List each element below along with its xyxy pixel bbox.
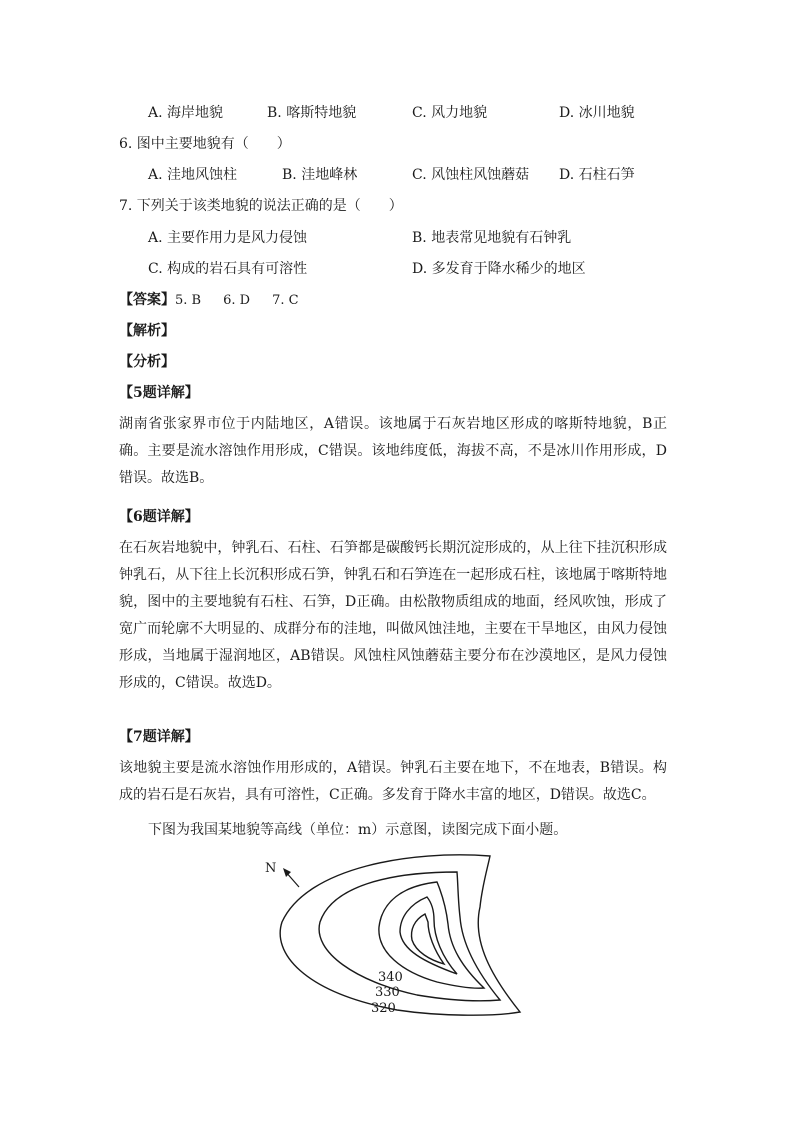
contour-lines xyxy=(280,855,520,1015)
detail5-text: 湖南省张家界市位于内陆地区，A错误。该地属于石灰岩地区形成的喀斯特地貌，B正确。主要是流水溶蚀作用形成，C错误。该地纬度低，海拔不高，不是冰川作用形成，D错误。故选B。 xyxy=(119,416,667,486)
detail5-heading: 【5题详解】 xyxy=(119,385,199,401)
q5-option-c: C. 风力地貌 xyxy=(412,105,488,121)
q6-option-c: C. 风蚀柱风蚀蘑菇 xyxy=(412,167,530,183)
contour-line-330 xyxy=(319,872,500,1001)
answer-5: 5. B xyxy=(175,293,202,308)
detail7-heading: 【7题详解】 xyxy=(119,729,199,745)
detail6-heading: 【6题详解】 xyxy=(119,509,199,525)
q7-stem: 7. 下列关于该类地貌的说法正确的是（ ） xyxy=(119,198,403,214)
q5-option-b: B. 喀斯特地貌 xyxy=(267,105,357,121)
fenxi-heading: 【分析】 xyxy=(119,354,175,370)
q5-option-a: A. 海岸地貌 xyxy=(148,105,224,121)
analysis-heading: 【解析】 xyxy=(119,323,175,339)
contour-line-inner-2 xyxy=(412,914,444,964)
north-arrow xyxy=(265,861,299,887)
answer-6: 6. D xyxy=(223,293,251,308)
answer-7: 7. C xyxy=(272,293,299,308)
q7-option-c: C. 构成的岩石具有可溶性 xyxy=(148,261,308,277)
q7-option-d: D. 多发育于降水稀少的地区 xyxy=(412,261,586,277)
q6-option-a: A. 洼地风蚀柱 xyxy=(148,167,238,183)
detail7-text: 该地貌主要是流水溶蚀作用形成的，A错误。钟乳石主要在地下，不在地表，B错误。构成的岩石是石灰岩，具有可溶性，C正确。多发育于降水丰富的地区，D错误。故选C。 xyxy=(119,760,667,803)
q6-option-b: B. 洼地峰林 xyxy=(282,167,358,183)
q5-option-d: D. 冰川地貌 xyxy=(559,105,635,121)
contour-label-330: 330 xyxy=(375,985,400,1000)
answer-line xyxy=(119,290,299,311)
north-label: N xyxy=(265,861,277,876)
detail6-text: 在石灰岩地貌中，钟乳石、石柱、石笋都是碳酸钙长期沉淀形成的，从上往下挂沉积形成钟乳石，从下往上长沉积形成石笋，钟乳石和石笋连在一起形成石柱，该地属于喀斯特地貌，图中的主要地貌有石柱、石笋，D正确。由松散物质组成的地面，经风吹蚀，形成了宽广而轮廓不大明显的、成群分布的洼地，叫做风蚀洼地，主要在干旱地区，由风力侵蚀形成，当地属于湿润地区，AB错误。风蚀柱风蚀蘑菇主要分布在沙漠地区，是风力侵蚀形成的，C错误。故选D。 xyxy=(119,540,667,691)
q6-option-d: D. 石柱石笋 xyxy=(559,167,635,183)
q6-stem: 6. 图中主要地貌有（ ） xyxy=(119,136,291,152)
q7-option-b: B. 地表常见地貌有石钟乳 xyxy=(412,230,572,246)
contour-label-340: 340 xyxy=(378,970,403,985)
figure-intro: 下图为我国某地貌等高线（单位：m）示意图，读图完成下面小题。 xyxy=(148,822,568,838)
contour-line-inner-1 xyxy=(400,897,457,974)
q7-option-a: A. 主要作用力是风力侵蚀 xyxy=(148,230,308,246)
contour-label-320: 320 xyxy=(371,1001,396,1016)
contour-map-figure xyxy=(262,852,532,1022)
answer-label: 【答案】 xyxy=(119,292,175,308)
